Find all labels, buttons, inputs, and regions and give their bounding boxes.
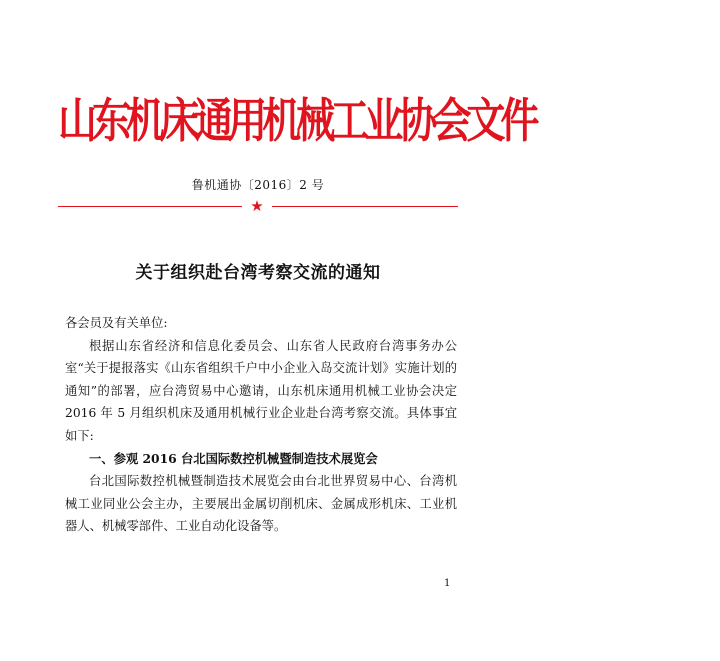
red-star-icon: ★: [250, 197, 264, 215]
salutation: 各会员及有关单位:: [65, 316, 168, 330]
document-masthead: 山东机床通用机械工业协会文件: [58, 94, 535, 149]
notice-title: 关于组织赴台湾考察交流的通知: [135, 263, 381, 283]
red-divider-right: [272, 206, 458, 207]
page-number: 1: [444, 578, 451, 589]
document-number: 鲁机通协〔2016〕2 号: [191, 178, 325, 192]
section-heading: 一、参观 2016 台北国际数控机械暨制造技术展览会: [89, 450, 378, 466]
section-paragraph: 台北国际数控机械暨制造技术展览会由台北世界贸易中心、台湾机械工业同业公会主办，主要展出金属切削机床、金属成形机床、工业机器人、机械零部件、工业自动化设备等。: [65, 474, 457, 534]
red-divider-left: [58, 206, 242, 207]
notice-body: [65, 312, 457, 538]
intro-paragraph: 根据山东省经济和信息化委员会、山东省人民政府台湾事务办公室“关于提报落实《山东省组织千户中小企业入岛交流计划》实施计划的通知”的部署，应台湾贸易中心邀请，山东机床通用机械工业协会决定 2016 年 5 月组织机床及通用机械行业企业赴台湾考察交流。具体事宜如下:: [65, 338, 457, 443]
